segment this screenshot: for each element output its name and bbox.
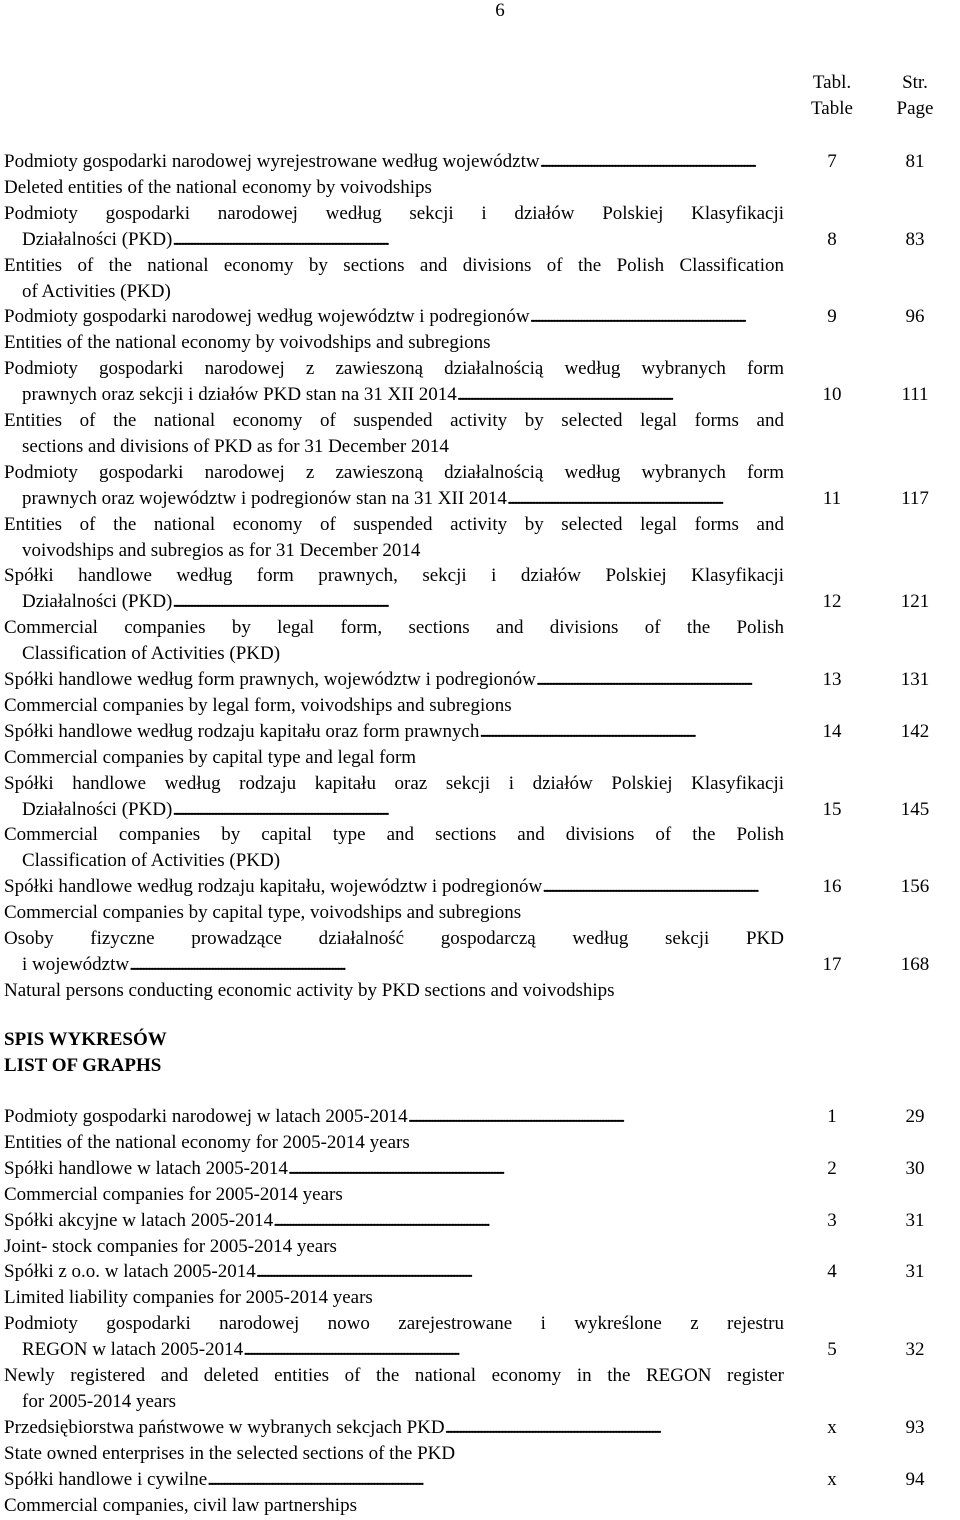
dot-leader bbox=[479, 719, 784, 745]
graph-page: 93 bbox=[905, 1416, 925, 1438]
dot-leader bbox=[445, 1415, 784, 1441]
graph-page: 32 bbox=[905, 1339, 925, 1361]
table-title-pl: prawnych oraz sekcji i działów PKD stan na 31 XII 2014 . . . bbox=[22, 382, 784, 408]
column-header-page-pl: Str. bbox=[902, 72, 928, 93]
graph-title-pl: Przedsiębiorstwa państwowe w wybranych sekcjach PKD . . . bbox=[4, 1415, 784, 1441]
table-page: 168 bbox=[900, 953, 930, 975]
graph-number: x bbox=[827, 1468, 837, 1490]
graph-number: x bbox=[827, 1416, 837, 1438]
table-page: 156 bbox=[900, 876, 930, 898]
table-page: 96 bbox=[905, 306, 925, 328]
table-number: 9 bbox=[827, 306, 837, 328]
table-title-en: Commercial companies by capital type and sections and divisions of the Polish bbox=[4, 824, 784, 846]
table-title-pl: Osoby fizyczne prowadzące działalność gospodarczą według sekcji PKD bbox=[4, 928, 784, 949]
graph-number: 1 bbox=[827, 1106, 837, 1127]
table-number: 8 bbox=[827, 228, 837, 250]
dot-leader bbox=[172, 227, 784, 253]
graph-title-en: Commercial companies, civil law partnerships bbox=[4, 1494, 357, 1516]
table-title-pl: Podmioty gospodarki narodowej z zawieszoną działalnością według wybranych form bbox=[4, 461, 784, 483]
dot-leader bbox=[507, 486, 784, 512]
table-page: 117 bbox=[901, 487, 929, 509]
dot-leader bbox=[540, 149, 784, 175]
table-number: 13 bbox=[822, 669, 842, 690]
table-title-en: Natural persons conducting economic activity by PKD sections and voivodships bbox=[4, 979, 615, 1001]
table-number: 16 bbox=[822, 876, 842, 898]
table-title-en: Entities of the national economy by voivodships and subregions bbox=[4, 332, 491, 354]
table-number: 10 bbox=[822, 384, 842, 406]
column-header-table-en: Table bbox=[811, 98, 853, 119]
table-title-pl: Podmioty gospodarki narodowej według sekcji i działów Polskiej Klasyfikacji bbox=[4, 202, 784, 224]
graph-number: 5 bbox=[827, 1339, 837, 1361]
table-page: 131 bbox=[900, 669, 930, 690]
table-title-en: of Activities (PKD) bbox=[22, 280, 171, 302]
table-title-en: Entities of the national economy of suspended activity by selected legal forms and bbox=[4, 410, 784, 431]
table-title-pl: Spółki handlowe według form prawnych, sekcji i działów Polskiej Klasyfikacji bbox=[4, 565, 784, 587]
table-title-en: Deleted entities of the national economy by voivodships bbox=[4, 176, 432, 198]
graph-title-en: State owned enterprises in the selected sections of the PKD bbox=[4, 1442, 456, 1464]
graph-title-en: Joint- stock companies for 2005-2014 years bbox=[4, 1235, 337, 1257]
table-title-pl: Działalności (PKD) . . . bbox=[22, 227, 784, 253]
table-title-pl: Spółki handlowe według rodzaju kapitału oraz sekcji i działów Polskiej Klasyfikacji bbox=[4, 772, 784, 794]
graph-number: 4 bbox=[827, 1261, 837, 1283]
table-title-en: Commercial companies by capital type and legal form bbox=[4, 746, 417, 768]
table-page: 142 bbox=[900, 720, 930, 742]
table-title-en: Classification of Activities (PKD) bbox=[22, 850, 281, 872]
table-title-pl: i województw . . . bbox=[22, 952, 784, 978]
graphs-heading-pl: SPIS WYKRESÓW bbox=[4, 1029, 167, 1050]
table-title-pl: Podmioty gospodarki narodowej z zawieszoną działalnością według wybranych form bbox=[4, 358, 784, 380]
dot-leader bbox=[256, 1259, 784, 1285]
dot-leader bbox=[129, 952, 784, 978]
table-title-pl: Działalności (PKD) . . . bbox=[22, 797, 784, 823]
table-title-pl: Działalności (PKD) . . . bbox=[22, 589, 784, 615]
dot-leader bbox=[172, 797, 784, 823]
graph-number: 3 bbox=[827, 1209, 837, 1231]
graphs-heading bbox=[4, 1027, 167, 1079]
graph-page: 30 bbox=[905, 1157, 925, 1179]
table-title-en: Commercial companies by capital type, voivodships and subregions bbox=[4, 902, 522, 924]
dot-leader bbox=[273, 1208, 784, 1234]
graphs-heading-en: LIST OF GRAPHS bbox=[4, 1055, 162, 1076]
table-title-pl: Podmioty gospodarki narodowej wyrejestrowane według województw . . . bbox=[4, 149, 784, 175]
table-page: 83 bbox=[905, 228, 925, 250]
graph-title-en: for 2005-2014 years bbox=[22, 1390, 177, 1412]
table-title-pl: Spółki handlowe według form prawnych, województw i podregionów . . . bbox=[4, 667, 784, 693]
graph-title-pl: Podmioty gospodarki narodowej w latach 2005-2014 . . . bbox=[4, 1104, 784, 1130]
graph-title-pl: REGON w latach 2005-2014 . . . bbox=[22, 1337, 784, 1363]
graph-title-en: Entities of the national economy for 2005-2014 years bbox=[4, 1131, 410, 1153]
table-number: 12 bbox=[822, 591, 842, 613]
table-title-en: Entities of the national economy by sections and divisions of the Polish Classification bbox=[4, 254, 784, 276]
table-title-en: Commercial companies by legal form, sections and divisions of the Polish bbox=[4, 617, 784, 639]
graph-title-pl: Spółki handlowe i cywilne . . . bbox=[4, 1467, 784, 1493]
table-title-en: Entities of the national economy of suspended activity by selected legal forms and bbox=[4, 513, 784, 535]
column-header-page bbox=[875, 70, 955, 122]
graph-page: 94 bbox=[905, 1468, 925, 1490]
dot-leader bbox=[457, 382, 784, 408]
table-page: 81 bbox=[905, 151, 925, 172]
table-number: 7 bbox=[827, 151, 837, 172]
dot-leader bbox=[530, 304, 784, 330]
graph-title-pl: Spółki z o.o. w latach 2005-2014 . . . bbox=[4, 1259, 784, 1285]
table-title-en: sections and divisions of PKD as for 31 December 2014 bbox=[22, 435, 449, 457]
table-number: 17 bbox=[822, 953, 842, 975]
graph-page: 29 bbox=[905, 1106, 925, 1127]
table-page: 111 bbox=[901, 384, 929, 406]
graph-page: 31 bbox=[905, 1261, 925, 1283]
dot-leader bbox=[536, 667, 784, 693]
graph-title-en: Newly registered and deleted entities of the national economy in the REGON register bbox=[4, 1365, 784, 1386]
dot-leader bbox=[408, 1104, 784, 1130]
table-title-pl: prawnych oraz województw i podregionów stan na 31 XII 2014 . . . bbox=[22, 486, 784, 512]
graph-title-pl: Spółki handlowe w latach 2005-2014 . . . bbox=[4, 1156, 784, 1182]
table-number: 11 bbox=[822, 487, 842, 509]
graph-title-pl: Podmioty gospodarki narodowej nowo zarejestrowane i wykreślone z rejestru bbox=[4, 1313, 784, 1335]
column-header-table-pl: Tabl. bbox=[812, 72, 852, 93]
table-title-en: voivodships and subregios as for 31 December 2014 bbox=[22, 539, 421, 561]
table-title-pl: Spółki handlowe według rodzaju kapitału oraz form prawnych . . . bbox=[4, 719, 784, 745]
table-page: 145 bbox=[900, 798, 930, 820]
graph-number: 2 bbox=[827, 1157, 837, 1179]
dot-leader bbox=[172, 589, 784, 615]
dot-leader bbox=[288, 1156, 784, 1182]
dot-leader bbox=[243, 1337, 784, 1363]
table-page: 121 bbox=[900, 591, 930, 613]
table-number: 14 bbox=[822, 720, 842, 742]
table-number: 15 bbox=[822, 798, 842, 820]
dot-leader bbox=[207, 1467, 784, 1493]
graph-title-pl: Spółki akcyjne w latach 2005-2014 . . . bbox=[4, 1208, 784, 1234]
graph-title-en: Limited liability companies for 2005-2014 years bbox=[4, 1287, 373, 1309]
column-header-table bbox=[792, 70, 872, 122]
column-header-page-en: Page bbox=[896, 98, 934, 119]
table-title-pl: Spółki handlowe według rodzaju kapitału, województw i podregionów . . . bbox=[4, 874, 784, 900]
graph-page: 31 bbox=[905, 1209, 925, 1231]
page-number: 6 bbox=[495, 0, 505, 21]
dot-leader bbox=[542, 874, 784, 900]
table-title-pl: Podmioty gospodarki narodowej według województw i podregionów . . . bbox=[4, 304, 784, 330]
table-title-en: Commercial companies by legal form, voivodships and subregions bbox=[4, 694, 512, 716]
graph-title-en: Commercial companies for 2005-2014 years bbox=[4, 1183, 343, 1205]
table-title-en: Classification of Activities (PKD) bbox=[22, 643, 281, 665]
